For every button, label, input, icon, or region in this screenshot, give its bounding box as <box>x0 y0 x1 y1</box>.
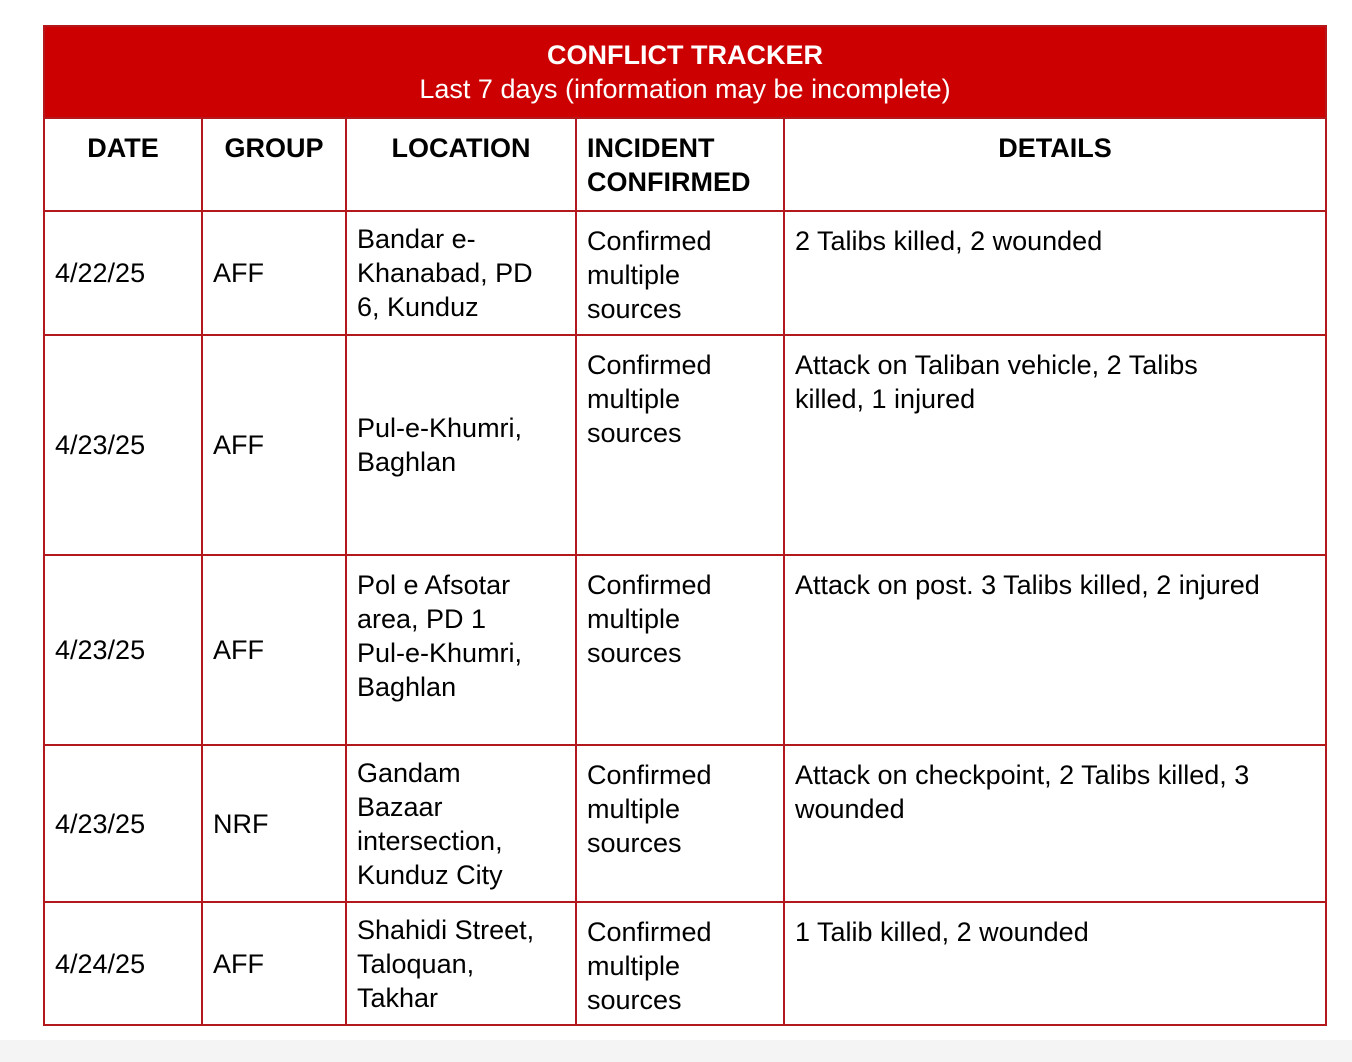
column-header-group: GROUP <box>202 118 346 211</box>
cell-details <box>784 335 1326 555</box>
cell-details <box>784 902 1326 1025</box>
cell-confirmed <box>576 335 784 555</box>
cell-details <box>784 745 1326 902</box>
cell-details <box>784 555 1326 745</box>
cell-details-text: Attack on post. 3 Talibs killed, 2 injured <box>795 570 1260 600</box>
cell-location <box>346 745 576 902</box>
cell-confirmed-text: Confirmed multiple sources <box>587 570 712 668</box>
cell-confirmed <box>576 745 784 902</box>
column-header-details: DETAILS <box>784 118 1326 211</box>
cell-group: AFF <box>202 902 346 1025</box>
column-header-incident-confirmed <box>576 118 784 211</box>
cell-location <box>346 335 576 555</box>
cell-group: AFF <box>202 555 346 745</box>
table-title: CONFLICT TRACKER <box>547 40 824 70</box>
cell-date: 4/22/25 <box>44 211 202 335</box>
table-row <box>44 555 1326 745</box>
cell-date: 4/23/25 <box>44 335 202 555</box>
conflict-tracker-table <box>43 25 1327 1026</box>
cell-group: AFF <box>202 335 346 555</box>
column-header-location: LOCATION <box>346 118 576 211</box>
cell-location-text: Shahidi Street, Taloquan, Takhar <box>357 914 535 1013</box>
cell-location <box>346 902 576 1025</box>
cell-location-text: Gandam Bazaar intersection, Kunduz City <box>357 757 503 890</box>
cell-confirmed-text: Confirmed multiple sources <box>587 917 712 1015</box>
cell-date: 4/23/25 <box>44 555 202 745</box>
cell-details-text: 2 Talibs killed, 2 wounded <box>795 226 1103 256</box>
cell-details-text: Attack on Taliban vehicle, 2 Talibs killed, 1 injured <box>795 350 1198 414</box>
cell-location-text: Pul-e-Khumri, Baghlan <box>357 413 523 477</box>
cell-location <box>346 555 576 745</box>
column-header-incident-confirmed-label: INCIDENT CONFIRMED <box>587 133 751 197</box>
cell-confirmed-text: Confirmed multiple sources <box>587 760 712 858</box>
cell-confirmed <box>576 555 784 745</box>
cell-location-text: Bandar e- Khanabad, PD 6, Kunduz <box>357 224 533 322</box>
table-row <box>44 902 1326 1025</box>
cell-location-text: Pol e Afsotar area, PD 1 Pul-e-Khumri, Baghlan <box>357 570 523 702</box>
cell-confirmed <box>576 902 784 1025</box>
cell-details-text: Attack on checkpoint, 2 Talibs killed, 3 wounded <box>795 760 1250 824</box>
title-row <box>44 26 1326 118</box>
cell-group: NRF <box>202 745 346 902</box>
cell-details <box>784 211 1326 335</box>
cell-confirmed-text: Confirmed multiple sources <box>587 350 712 448</box>
column-header-row <box>44 118 1326 211</box>
cell-confirmed-text: Confirmed multiple sources <box>587 226 712 324</box>
cell-date: 4/24/25 <box>44 902 202 1025</box>
cell-confirmed <box>576 211 784 335</box>
table-row <box>44 211 1326 335</box>
table-subtitle: Last 7 days (information may be incomplete) <box>419 74 951 104</box>
table-row <box>44 745 1326 902</box>
cell-location <box>346 211 576 335</box>
title-cell <box>44 26 1326 118</box>
cell-group: AFF <box>202 211 346 335</box>
cell-date: 4/23/25 <box>44 745 202 902</box>
cell-details-text: 1 Talib killed, 2 wounded <box>795 917 1089 947</box>
table-row <box>44 335 1326 555</box>
column-header-date: DATE <box>44 118 202 211</box>
